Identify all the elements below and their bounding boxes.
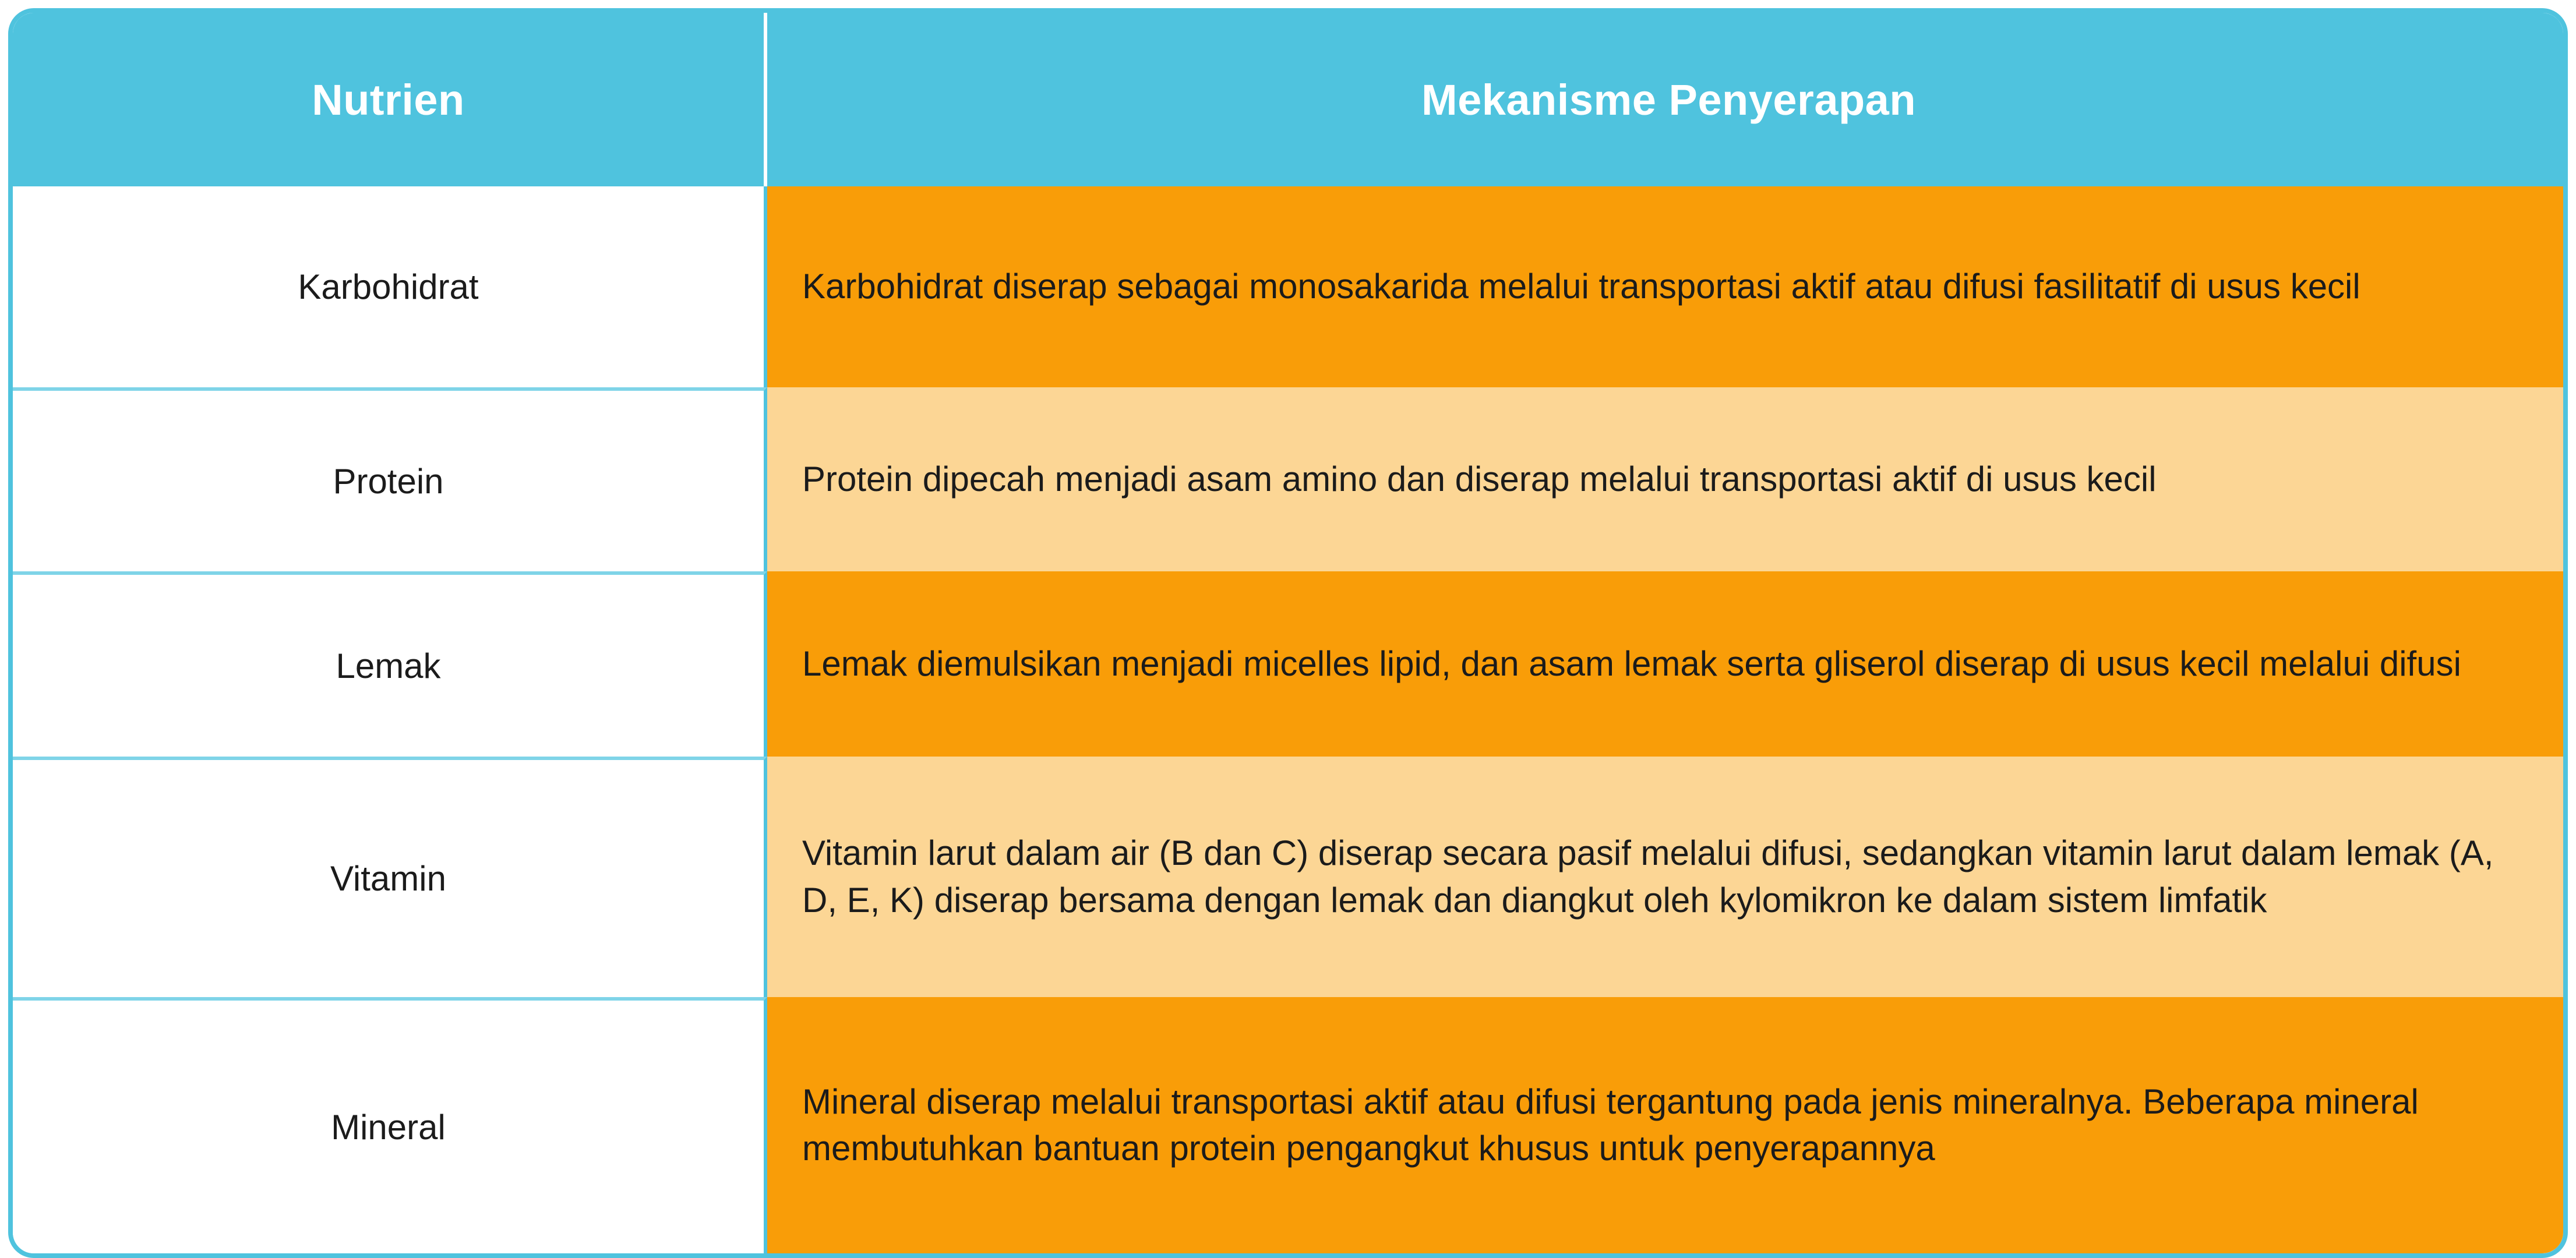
cell-mechanism-vitamin: Vitamin larut dalam air (B dan C) diserap secara pasif melalui difusi, sedangkan vitamin larut dalam lemak (A, D, E, K) diserap bersama dengan lemak dan diangkut oleh kylomikron ke dalam sistem limfatik: [767, 757, 2563, 997]
cell-nutrient-mineral: Mineral: [13, 997, 767, 1253]
cell-nutrient-lemak: Lemak: [13, 571, 767, 757]
cell-nutrient-vitamin: Vitamin: [13, 757, 767, 997]
table-row: [13, 757, 2563, 997]
table-row: [13, 997, 2563, 1253]
table-header-row: [13, 13, 2563, 186]
table-row: [13, 571, 2563, 757]
nutrient-absorption-table: [8, 8, 2568, 1258]
cell-nutrient-karbohidrat: Karbohidrat: [13, 186, 767, 387]
cell-mechanism-karbohidrat: Karbohidrat diserap sebagai monosakarida melalui transportasi aktif atau difusi fasilitatif di usus kecil: [767, 186, 2563, 387]
table-row: [13, 186, 2563, 387]
cell-nutrient-protein: Protein: [13, 387, 767, 571]
column-header-nutrient: Nutrien: [13, 13, 767, 186]
cell-mechanism-lemak: Lemak diemulsikan menjadi micelles lipid, dan asam lemak serta gliserol diserap di usus kecil melalui difusi: [767, 571, 2563, 757]
cell-mechanism-protein: Protein dipecah menjadi asam amino dan diserap melalui transportasi aktif di usus kecil: [767, 387, 2563, 571]
table-row: [13, 387, 2563, 571]
column-header-mechanism: Mekanisme Penyerapan: [1421, 75, 1917, 124]
cell-mechanism-mineral: Mineral diserap melalui transportasi aktif atau difusi tergantung pada jenis mineralnya. Beberapa mineral membutuhkan bantuan protein pengangkut khusus untuk penyerapannya: [767, 997, 2563, 1253]
